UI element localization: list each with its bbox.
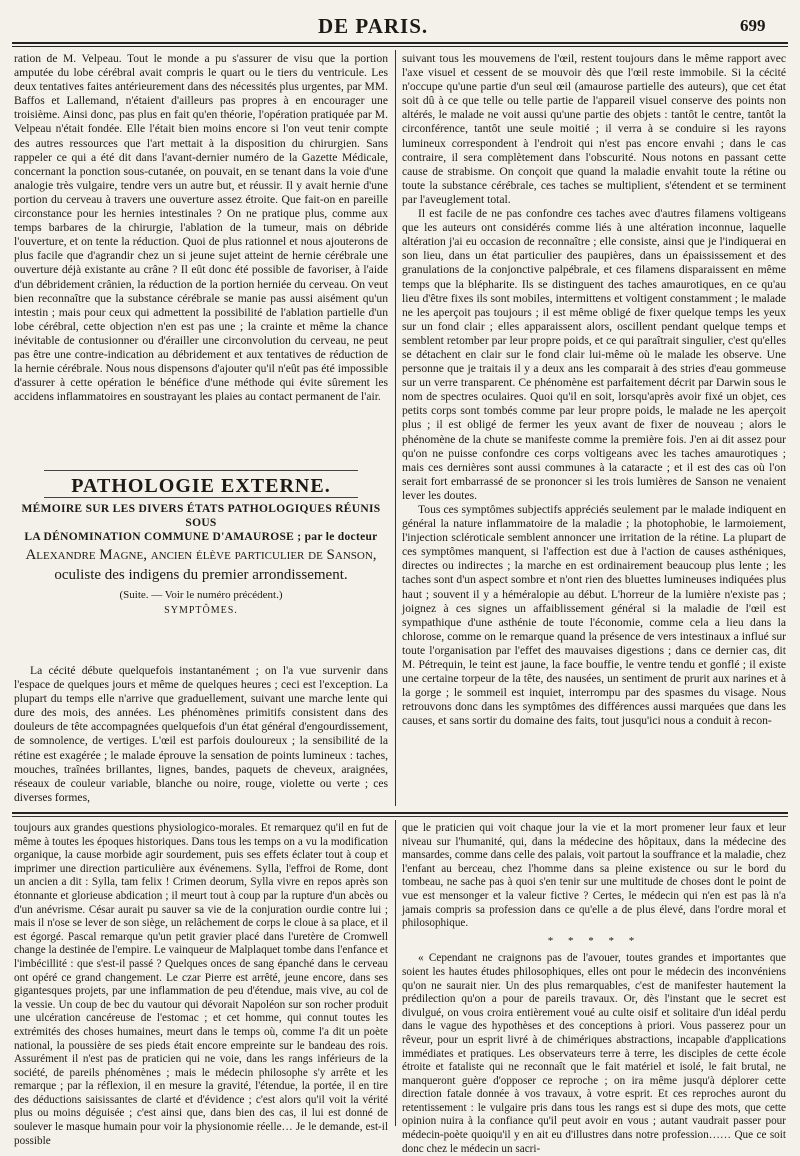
section-title: PATHOLOGIE EXTERNE. [71,475,331,497]
paragraph: Il est facile de ne pas confondre ces taches avec d'autres filamens voltigeans que les auteurs ont considérés comme liés à une altération inconnue, laquelle altération j'ai eu occasion de reconnaître ; elle consiste, ainsi que je l'indiquerai en son lieu, dans un état particulier des paupières, dans un épaississement et des granulations de la conjonctive palpébrale, et ces filamens disparaissent en même temps que la blépharite. Ils se distinguent des taches amaurotiques, en ce qu'au lieu d'être fixes ils sont mobiles, intermittens et voltigent constamment ; le malade ne les aperçoit pas toujours ; il est même obligé de fixer quelque temps les yeux sur un fond clair ; elles apparaissent alors, oscillent pendant quelque temps et semblent retomber par leur propre poids, et ce qui paraîtrait singulier, c'est qu'elles se détachent en clair sur le fond clair lui-même où le malade les observe. Une personne que je traitais il y a deux ans les comparait à des stries d'eau gommeuse sur un verre transparent. Ce phénomène est parfaitement décrit par Darwin sous le nom de spectres oculaires. Quoi qu'il en soit, lorsqu'après avoir fixé un objet, ces petits corps sont tombés comme par leur propre poids, le malade ne les aperçoit plus ; il est obligé de fermer les yeux avant de fixer de nouveau ; alors le phénomène de la chute se manifeste comme la première fois. J'en ai dit assez pour qu'on ne puisse confondre ces corps voltigeans avec les taches amaurotiques ; mais ces dernières sont aussi communes à la cataracte ; et il est des cas où l'on serait fort embarrassé de se prononcer si les trois lumières de Sanson ne venaient lever les doutes. [402,207,786,502]
page-number: 699 [740,16,766,35]
continuation-note: (Suite. — Voir le numéro précédent.) [119,589,283,602]
running-header [0,4,800,38]
paragraph: La cécité débute quelquefois instantanément ; on l'a vue survenir dans l'espace de quelques jours et même de quelques heures ; ceci est l'exception. La plupart du temps elle n'arrive que graduellement, suivant une marche lente qui dure des mois, des années. Les phénomènes primitifs consistent dans des douleurs de tête accompagnées quelquefois d'un état général d'engourdissement, de somnolence, de vertiges. L'œil est parfois douloureux ; la sensibilité de la rétine est exagérée ; le malade éprouve la sensation de points lumineux : taches, mouches, traînées brillantes, lignes, bandes, paquets de cheveux, araignées, réseaux de couleur variable, blanche ou noire, rouge, violette ou verte ; ces diverses formes, [14,664,388,804]
memoir-title-line: MÉMOIRE SUR LES DIVERS ÉTATS PATHOLOGIQUES RÉUNIS SOUS [21,503,381,530]
right-column [402,52,786,804]
paragraph: Tous ces symptômes subjectifs appréciés seulement par le malade indiquent en général la nature inflammatoire de la maladie ; la photophobie, le larmoiement, l'injection scléroticale semblent annoncer une irritation de la rétine. La plupart de ces symptômes manquent, si l'affection est due à l'action de causes asthéniques, directes ou indirectes ; la marche en est ordinairement beaucoup plus lente ; les taches sont d'un aspect sombre et n'ont rien des bluettes lumineuses indiquées plus haut ; souvent il y a héméralopie au début. L'horreur de la lumière n'existe pas ; joignez à ces signes un affaiblissement général si la maladie de l'œil est sympathique d'une asthénie de toute l'économie, comme cela a lieu dans la chlorose, comme on le remarque quand la présence de vers intestinaux a influé sur toute l'organisation par l'effet des mauvaises digestions ; dans ce dernier cas, dit M. Pétrequin, le teint est jaune, la face bouffie, le ventre tendu et gonflé ; il existe une certaine torpeur de la tête, des nausées, un sentiment de prurit aux narines et à la gorge ; le sommeil est inquiet, interrompu par des spasmes du visage. Nous retrouvons donc dans les symptômes des différences aussi marquées que dans les causes, et sans sortir du domaine des faits, tout jusqu'ici nous a conduit à recon- [402,503,786,728]
memoir-author-title: oculiste des indigens du premier arrondissement. [54,567,348,584]
memoir-title-line: LA DÉNOMINATION COMMUNE D'AMAUROSE ; par le docteur [24,531,378,544]
paragraph: « Cependant ne craignons pas de l'avouer, toutes grandes et importantes que soient les hautes études philosophiques, elles ont pour le médecin des inconvéniens qu'on ne saurait nier. Un des plus remarquables, c'est de manifester hautement la prédilection qu'on a pour de pareils travaux. Or, dès l'instant que le secret est divulgué, on vous croira entièrement voué au culte oisif et solitaire d'un idéal perdu dans le vague des hypothèses et des conceptions à priori. Vous passerez pour un rêveur, pour un esprit livré à de chimériques abstractions, incapable d'applications immédiates et pratiques. Les observateurs terre à terre, les disciples de cette école étroite et fataliste qui ne reconnaît que le fait matériel et isolé, le fait brutal, ne manqueront guère d'opposer ce reproche ; on ira même jusqu'à déplorer cette direction fatale donnée à vos travaux, à votre esprit. Et ces reproches auront du retentissement : le vulgaire pris dans tous les rangs est si dupe des mots, que cette opinion nuira à la confiance qu'il peut avoir en vous ; autant vaudrait passer pour médecin-poète quoiqu'il y en ait eu d'illustres dans notre profession…… Que ce soit donc chez le médecin un sacri- [402,952,786,1155]
left-column-bottom [14,664,388,804]
header-rule [12,42,788,44]
feuilleton-column-divider [395,820,396,1126]
paragraph: ration de M. Velpeau. Tout le monde a pu s'assurer de visu que la portion amputée du lobe cérébral avait compris le quart ou le tiers du ventricule. Les deux tentatives faites antérieurement dans des nécessités plus urgentes, par MM. Baffos et Lallemand, n'étaient d'ailleurs pas propres à en encourager une troisième. Ainsi donc, pas plus en fait qu'en théorie, l'opération pratiquée par M. Velpeau n'était fondée. Elle l'était bien moins encore si l'on veut tenir compte des autres ressources que l'art mettait à la disposition du chirurgien. Sans rappeler ce qui a été dit dans l'avant-dernier numéro de la Gazette Médicale, concernant la ponction sous-cutanée, on pouvait, en se tenant dans la voie d'une analogie très vulgaire, tendre vers un autre but, et réussir. Il y avait hernie d'une portion du cerveau à travers une ouverture assez étroite. Que fait-on en pareille circonstance pour les hernies intestinales ? On ne pratique plus, comme aux temps barbares de la chirurgie, l'ablation de la tumeur, mais on débride l'ouverture, et on tente la réduction. Quoi de plus rationnel et nous ajouterons de plus facile que d'agrandir chez un si jeune sujet atteint de hernie cérébrale une ouverture déjà existante au crâne ? Il eût donc été possible de favoriser, à l'aide d'un débridement crânien, la réduction de la portion herniée du cerveau. On veut bien reconnaître que la substance cérébrale se manie pas aussi aisément qu'un intestin ; mais pour ceux qui admettent la possibilité de l'ablation partielle d'un lobe cérébral, cette objection n'en est pas une ; la crainte et même la chance inévitable de contusionner ou d'érailler une circonvolution du cerveau, ne peut pas être une contre-indication au débridement et aux tentatives de réduction de la hernie cérébrale. Nous nous dispensons d'ajouter qu'il n'eût pas été impossible d'assurer à cette opération le bénéfice d'une méthode qui évite sûrement les accidens inflammatoires en soustrayant les plaies au contact permanent de l'air. [14,52,388,404]
feuilleton-right-column [402,822,786,1155]
section-divider [44,497,358,498]
header-rule-thin [12,46,788,47]
subsection-heading: SYMPTÔMES. [164,605,238,617]
section-block [14,466,388,662]
paragraph: que le praticien qui voit chaque jour la vie et la mort promener leur faux et leur niveau sur l'humanité, qui, dans la médecine des hôpitaux, dans la médecine des mansardes, comme dans celle des palais, voit partout la souffrance et la maladie, chez l'enfant au berceau, chez l'homme dans sa pleine existence ou sur le bord du tombeau, ne sache pas à quoi s'en tenir sur une multitude de choses dont le point de vue est mensonger et la valeur fictive ? Certes, le médecin qui n'en est pas là n'a jamais compris sa profession dans ce qu'elle a de plus élevé, dans l'ordre moral et philosophique. [402,822,786,930]
section-divider [44,470,358,471]
ornament-stars: * * * * * [547,934,641,947]
paragraph: suivant tous les mouvemens de l'œil, restent toujours dans le même rapport avec l'axe visuel et cessent de se mouvoir dès que l'œil reste immobile. Si la cécité n'occupe qu'une partie d'un seul œil (amaurose partielle des auteurs), que cet état soit dû à ce que telle ou telle partie de l'appareil visuel conserve des points non altérés, le malade ne voit aussi qu'une partie des objets : tantôt le centre, tantôt la circonférence, tantôt une seule moitié ; il verra à se conduire si les rayons lumineux correspondent à l'endroit qui n'est pas encore envahi ; dans le cas contraire, il sera complètement dans l'obscurité. Nous notons en passant cette cause de strabisme. On conçoit que quand la maladie envahit toute la rétine ou toute la substance cérébrale, ces taches se multiplient, s'étendent et se terminent par l'aveuglement total. [402,52,786,206]
left-column-top [14,52,388,460]
feuilleton-rule-thin [12,816,788,817]
column-divider [395,50,396,806]
memoir-author: Alexandre Magne, ancien élève particulier de Sanson, [25,547,377,564]
paragraph: toujours aux grandes questions physiologico-morales. Et remarquez qu'il en fut de même à toutes les époques historiques. Dans tous les temps on a vu la modification organique, la cause morbide agir sourdement, puis ses effets éclater tout à coup et imprimer une direction particulière aux événemens. Sylla, l'effroi de Rome, dont un ancien a dit : Sylla, tam felix ! Crimen deorum, Sylla vivre en repos après son étonnante et glorieuse abdication ; il meurt tout à coup par la rupture d'un abcès ou d'un anévrisme. César aurait pu sauver sa vie de la conjuration ourdie contre lui ; mais il n'ose se lever de son siège, un relâchement de corps le cloue à sa place, et il est égorgé. Pascal remarque qu'un petit gravier placé dans l'uretère de Cromwell change la destinée de l'empire. Le vainqueur de Malplaquet tombe dans l'enfance et l'imbécillité : que s'est-il passé ? Quelques onces de sang épanché dans le cerveau ont opéré ce grand changement. Le czar Pierre est arrêté, jeune encore, dans ses gigantesques projets, par une inflammation de peu d'étendue, mais vive, au col de la vessie. Un coup de bec du vautour qui dévorait Napoléon sur son rocher produit une ulcération cancéreuse de l'estomac ; et cet homme, qui connut toutes les extrémités des choses humaines, meurt dans le temps où, comme l'a dit un poète national, la poussière de ses pieds était encore empreinte sur le bandeau des rois. Assurément il n'est pas de praticien qui ne voie, dans les rangs inférieurs de la société, de pareils phénomènes ; mais le médecin philosophe s'y arrête et les remarque ; par la réflexion, il en mesure la gravité, l'étendue, la portée, il en tire des déductions saisissantes de clarté et d'évidence ; c'est alors qu'il voit la vérité plus ou moins déguisée ; c'est ainsi que, dans bien des cas, il lui est donné de soulever le masque humain pour voir la physionomie réelle… Je le demande, est-il possible [14,822,388,1147]
feuilleton-rule [12,812,788,814]
feuilleton-left-column [14,822,388,1147]
running-title: DE PARIS. [318,14,429,38]
